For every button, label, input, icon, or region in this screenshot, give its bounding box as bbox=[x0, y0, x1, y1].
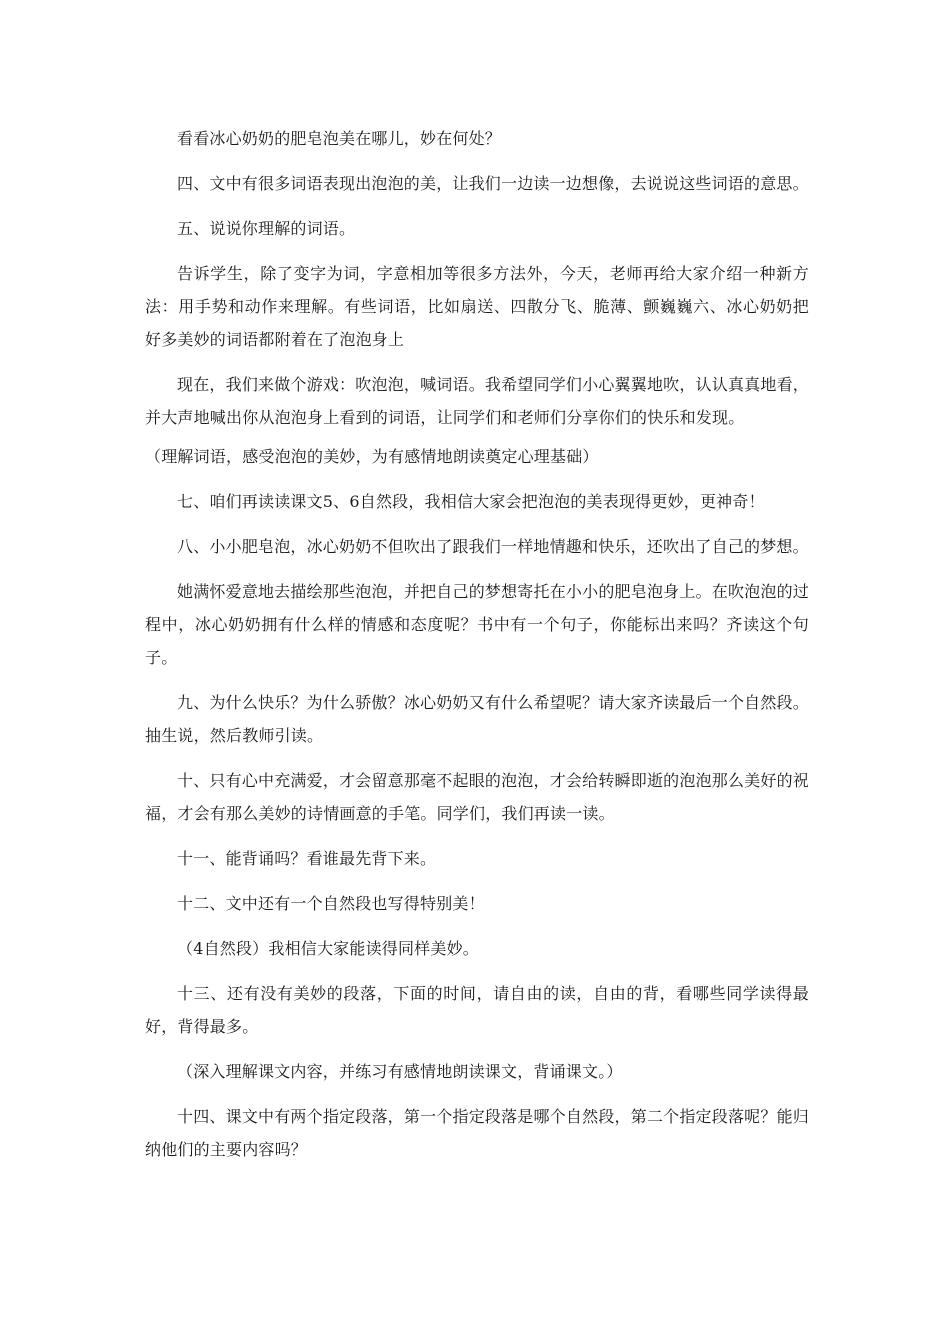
document-page bbox=[145, 122, 809, 1178]
paragraph-dream: 她满怀爱意地去描绘那些泡泡，并把自己的梦想寄托在小小的肥皂泡身上。在吹泡泡的过程中，冰心奶奶拥有什么样的情感和态度呢？书中有一个句子，你能标出来吗？齐读这个句子。 bbox=[145, 582, 809, 667]
paragraph-section-5: 五、说说你理解的词语。 bbox=[177, 219, 356, 238]
paragraph-section-8: 八、小小肥皂泡，冰心奶奶不但吹出了跟我们一样地情趣和快乐，还吹出了自己的梦想。 bbox=[177, 537, 809, 556]
paragraph-section-10: 十、只有心中充满爱，才会留意那毫不起眼的泡泡，才会给转瞬即逝的泡泡那么美好的祝福，才会有那么美妙的诗情画意的手笔。同学们，我们再读一读。 bbox=[145, 771, 809, 823]
paragraph-paragraph-4-note: （4自然段）我相信大家能读得同样美妙。 bbox=[177, 939, 479, 958]
paragraph-section-4: 四、文中有很多词语表现出泡泡的美，让我们一边读一边想像，去说说这些词语的意思。 bbox=[177, 174, 809, 193]
paragraph-section-11: 十一、能背诵吗？看谁最先背下来。 bbox=[177, 849, 437, 868]
paragraph-section-9: 九、为什么快乐？为什么骄傲？冰心奶奶又有什么希望呢？请大家齐读最后一个自然段。抽生说，然后教师引读。 bbox=[145, 693, 809, 745]
paragraph-note-understanding: （理解词语，感受泡泡的美妙，为有感情地朗读奠定心理基础） bbox=[145, 447, 599, 466]
paragraph-note-recitation: （深入理解课文内容，并练习有感情地朗读课文，背诵课文。） bbox=[177, 1062, 623, 1081]
paragraph-teacher-method: 告诉学生，除了变字为词，字意相加等很多方法外，今天，老师再给大家介绍一种新方法：用手势和动作来理解。有些词语，比如扇送、四散分飞、脆薄、颤巍巍六、冰心奶奶把好多美妙的词语都附着在了泡泡身上 bbox=[145, 264, 809, 349]
paragraph-intro-question: 看看冰心奶奶的肥皂泡美在哪儿，妙在何处？ bbox=[177, 129, 502, 148]
paragraph-section-12: 十二、文中还有一个自然段也写得特别美！ bbox=[177, 894, 485, 913]
paragraph-section-14: 十四、课文中有两个指定段落，第一个指定段落是哪个自然段，第二个指定段落呢？能归纳他们的主要内容吗？ bbox=[145, 1107, 809, 1159]
paragraph-section-7: 七、咱们再读读课文5、6自然段，我相信大家会把泡泡的美表现得更妙，更神奇！ bbox=[177, 492, 765, 511]
paragraph-section-13: 十三、还有没有美妙的段落，下面的时间，请自由的读，自由的背，看哪些同学读得最好，背得最多。 bbox=[145, 984, 809, 1036]
paragraph-game: 现在，我们来做个游戏：吹泡泡，喊词语。我希望同学们小心翼翼地吹，认认真真地看，并大声地喊出你从泡泡身上看到的词语，让同学们和老师们分享你们的快乐和发现。 bbox=[145, 375, 809, 427]
